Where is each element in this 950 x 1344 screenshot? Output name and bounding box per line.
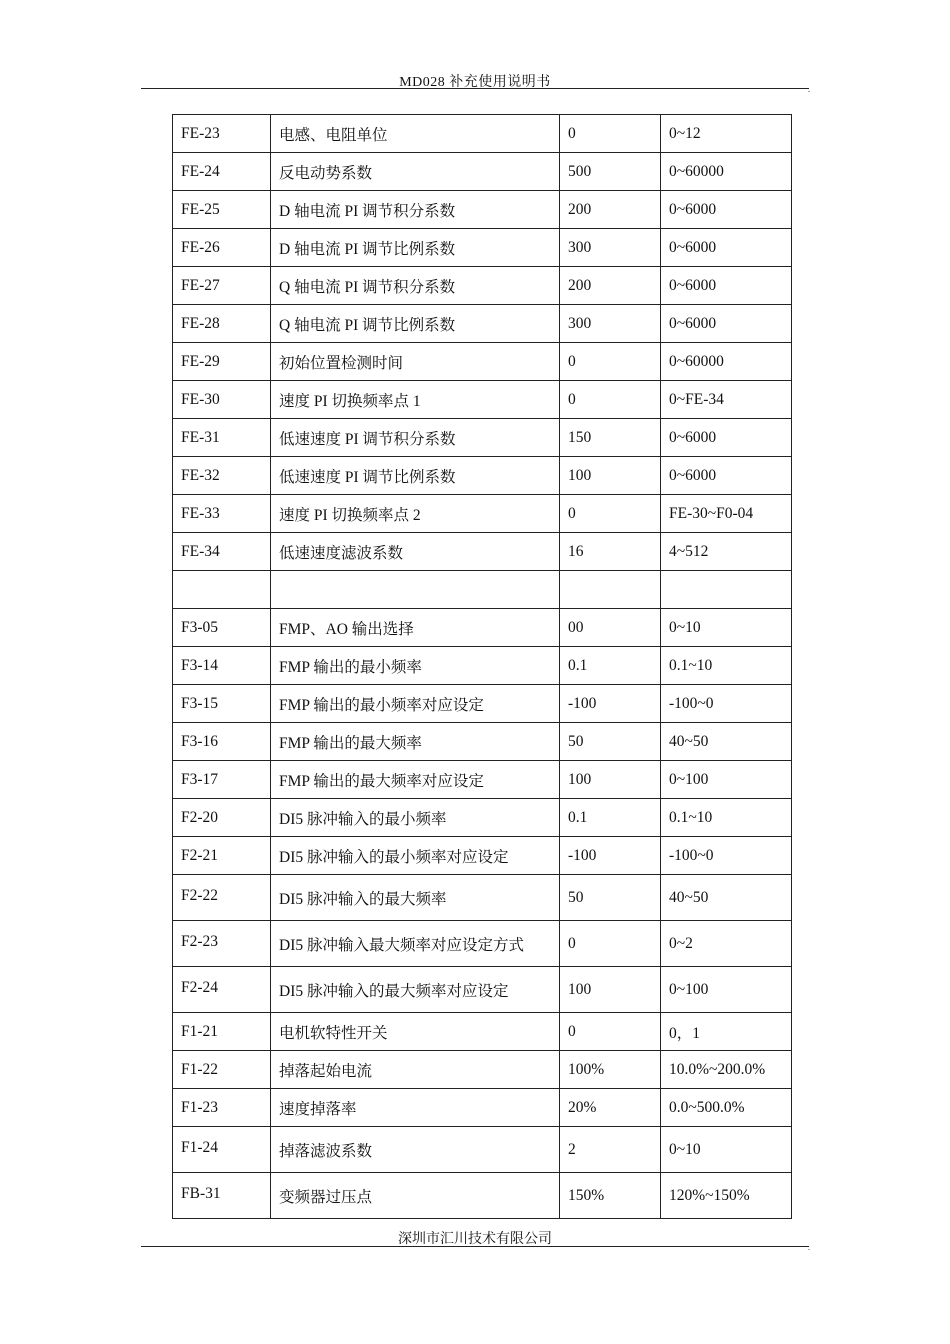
param-range-cell: 0~6000 bbox=[661, 267, 792, 305]
param-range-cell: 0，1 bbox=[661, 1013, 792, 1051]
param-code-cell: FB-31 bbox=[173, 1173, 271, 1219]
param-range-cell: -100~0 bbox=[661, 685, 792, 723]
footer-rule-mark: . bbox=[808, 1243, 810, 1252]
param-code-cell: F2-22 bbox=[173, 875, 271, 921]
table-row bbox=[173, 647, 792, 685]
table-row bbox=[173, 761, 792, 799]
param-default-cell: 200 bbox=[560, 191, 661, 229]
table-row bbox=[173, 723, 792, 761]
table-row bbox=[173, 685, 792, 723]
param-range-cell: 0~10 bbox=[661, 609, 792, 647]
table-row bbox=[173, 1051, 792, 1089]
table-row bbox=[173, 799, 792, 837]
parameter-table-body bbox=[173, 115, 792, 1219]
param-code-cell: F3-17 bbox=[173, 761, 271, 799]
param-code-cell: FE-25 bbox=[173, 191, 271, 229]
param-default-cell: 0.1 bbox=[560, 799, 661, 837]
param-code-cell: F3-15 bbox=[173, 685, 271, 723]
param-code-cell: F3-05 bbox=[173, 609, 271, 647]
param-default-cell: 0 bbox=[560, 115, 661, 153]
table-row bbox=[173, 1089, 792, 1127]
param-name-cell: 电机软特性开关 bbox=[271, 1013, 560, 1051]
param-code-cell: F1-21 bbox=[173, 1013, 271, 1051]
param-range-cell: 0~6000 bbox=[661, 191, 792, 229]
param-range-cell bbox=[661, 571, 792, 609]
param-range-cell: 0~100 bbox=[661, 967, 792, 1013]
param-default-cell: 0.1 bbox=[560, 647, 661, 685]
parameter-table bbox=[172, 114, 792, 1219]
param-default-cell: 0 bbox=[560, 343, 661, 381]
header-rule-mark: . bbox=[808, 85, 810, 94]
param-name-cell: FMP 输出的最小频率 bbox=[271, 647, 560, 685]
param-code-cell: FE-23 bbox=[173, 115, 271, 153]
page-header-title: MD028 补充使用说明书 bbox=[399, 75, 551, 90]
param-range-cell: 0~FE-34 bbox=[661, 381, 792, 419]
table-row bbox=[173, 1013, 792, 1051]
param-default-cell: 0 bbox=[560, 495, 661, 533]
param-name-cell: 电感、电阻单位 bbox=[271, 115, 560, 153]
param-default-cell: 50 bbox=[560, 723, 661, 761]
param-code-cell: F2-21 bbox=[173, 837, 271, 875]
param-default-cell: -100 bbox=[560, 837, 661, 875]
param-range-cell: 0.1~10 bbox=[661, 647, 792, 685]
param-range-cell: -100~0 bbox=[661, 837, 792, 875]
table-row bbox=[173, 305, 792, 343]
table-row bbox=[173, 153, 792, 191]
param-default-cell: 150 bbox=[560, 419, 661, 457]
param-range-cell: 0.1~10 bbox=[661, 799, 792, 837]
table-row bbox=[173, 419, 792, 457]
param-name-cell: 掉落滤波系数 bbox=[271, 1127, 560, 1173]
param-name-cell: 初始位置检测时间 bbox=[271, 343, 560, 381]
param-range-cell: 4~512 bbox=[661, 533, 792, 571]
param-default-cell: 0 bbox=[560, 921, 661, 967]
param-code-cell: F1-24 bbox=[173, 1127, 271, 1173]
param-name-cell: 低速速度滤波系数 bbox=[271, 533, 560, 571]
param-default-cell: 16 bbox=[560, 533, 661, 571]
param-range-cell: 0~2 bbox=[661, 921, 792, 967]
param-name-cell: DI5 脉冲输入的最小频率对应设定 bbox=[271, 837, 560, 875]
param-name-cell: 低速速度 PI 调节比例系数 bbox=[271, 457, 560, 495]
header-rule bbox=[141, 88, 809, 89]
param-name-cell: 反电动势系数 bbox=[271, 153, 560, 191]
param-range-cell: 0~12 bbox=[661, 115, 792, 153]
table-row bbox=[173, 609, 792, 647]
param-default-cell: 500 bbox=[560, 153, 661, 191]
param-name-cell: 速度 PI 切换频率点 1 bbox=[271, 381, 560, 419]
param-default-cell: 100 bbox=[560, 761, 661, 799]
param-default-cell: 20% bbox=[560, 1089, 661, 1127]
footer-rule bbox=[141, 1246, 809, 1247]
param-name-cell: FMP 输出的最小频率对应设定 bbox=[271, 685, 560, 723]
param-default-cell: -100 bbox=[560, 685, 661, 723]
param-range-cell: 0~100 bbox=[661, 761, 792, 799]
table-row bbox=[173, 381, 792, 419]
param-name-cell: 速度掉落率 bbox=[271, 1089, 560, 1127]
table-row bbox=[173, 921, 792, 967]
param-default-cell: 200 bbox=[560, 267, 661, 305]
param-code-cell: FE-32 bbox=[173, 457, 271, 495]
table-row bbox=[173, 343, 792, 381]
param-code-cell: F2-20 bbox=[173, 799, 271, 837]
param-code-cell: FE-33 bbox=[173, 495, 271, 533]
param-range-cell: 120%~150% bbox=[661, 1173, 792, 1219]
param-name-cell: Q 轴电流 PI 调节积分系数 bbox=[271, 267, 560, 305]
param-default-cell: 50 bbox=[560, 875, 661, 921]
table-row bbox=[173, 875, 792, 921]
param-code-cell: FE-31 bbox=[173, 419, 271, 457]
param-code-cell: FE-29 bbox=[173, 343, 271, 381]
param-default-cell: 0 bbox=[560, 381, 661, 419]
param-name-cell: DI5 脉冲输入的最大频率 bbox=[271, 875, 560, 921]
param-default-cell: 300 bbox=[560, 305, 661, 343]
param-name-cell: DI5 脉冲输入最大频率对应设定方式 bbox=[271, 921, 560, 967]
param-name-cell: FMP 输出的最大频率对应设定 bbox=[271, 761, 560, 799]
param-range-cell: 0~10 bbox=[661, 1127, 792, 1173]
param-name-cell: 掉落起始电流 bbox=[271, 1051, 560, 1089]
param-code-cell: F2-23 bbox=[173, 921, 271, 967]
table-row bbox=[173, 837, 792, 875]
param-name-cell: DI5 脉冲输入的最大频率对应设定 bbox=[271, 967, 560, 1013]
param-default-cell: 100 bbox=[560, 967, 661, 1013]
param-name-cell: FMP、AO 输出选择 bbox=[271, 609, 560, 647]
param-range-cell: 0~60000 bbox=[661, 343, 792, 381]
param-range-cell: 0.0~500.0% bbox=[661, 1089, 792, 1127]
table-row bbox=[173, 967, 792, 1013]
param-default-cell: 00 bbox=[560, 609, 661, 647]
table-row bbox=[173, 229, 792, 267]
param-code-cell: F3-16 bbox=[173, 723, 271, 761]
param-range-cell: 0~6000 bbox=[661, 229, 792, 267]
table-row bbox=[173, 1127, 792, 1173]
param-range-cell: 0~6000 bbox=[661, 305, 792, 343]
param-name-cell: Q 轴电流 PI 调节比例系数 bbox=[271, 305, 560, 343]
table-row bbox=[173, 571, 792, 609]
param-range-cell: 0~6000 bbox=[661, 419, 792, 457]
param-default-cell: 300 bbox=[560, 229, 661, 267]
param-code-cell: FE-30 bbox=[173, 381, 271, 419]
param-name-cell: 变频器过压点 bbox=[271, 1173, 560, 1219]
param-range-cell: 0~6000 bbox=[661, 457, 792, 495]
param-default-cell: 150% bbox=[560, 1173, 661, 1219]
table-row bbox=[173, 533, 792, 571]
table-row bbox=[173, 1173, 792, 1219]
param-range-cell: FE-30~F0-04 bbox=[661, 495, 792, 533]
param-code-cell: F1-23 bbox=[173, 1089, 271, 1127]
param-default-cell: 100 bbox=[560, 457, 661, 495]
param-name-cell: FMP 输出的最大频率 bbox=[271, 723, 560, 761]
param-code-cell: F3-14 bbox=[173, 647, 271, 685]
param-code-cell: F2-24 bbox=[173, 967, 271, 1013]
param-name-cell: 速度 PI 切换频率点 2 bbox=[271, 495, 560, 533]
param-range-cell: 10.0%~200.0% bbox=[661, 1051, 792, 1089]
param-name-cell bbox=[271, 571, 560, 609]
table-row bbox=[173, 267, 792, 305]
param-range-cell: 0~60000 bbox=[661, 153, 792, 191]
param-code-cell: FE-28 bbox=[173, 305, 271, 343]
param-name-cell: D 轴电流 PI 调节比例系数 bbox=[271, 229, 560, 267]
param-code-cell: FE-34 bbox=[173, 533, 271, 571]
param-range-cell: 40~50 bbox=[661, 875, 792, 921]
table-row bbox=[173, 495, 792, 533]
param-code-cell: FE-26 bbox=[173, 229, 271, 267]
param-default-cell: 100% bbox=[560, 1051, 661, 1089]
param-code-cell bbox=[173, 571, 271, 609]
param-default-cell bbox=[560, 571, 661, 609]
param-range-cell: 40~50 bbox=[661, 723, 792, 761]
param-default-cell: 2 bbox=[560, 1127, 661, 1173]
param-code-cell: F1-22 bbox=[173, 1051, 271, 1089]
table-row bbox=[173, 115, 792, 153]
param-default-cell: 0 bbox=[560, 1013, 661, 1051]
table-row bbox=[173, 191, 792, 229]
param-code-cell: FE-24 bbox=[173, 153, 271, 191]
param-name-cell: D 轴电流 PI 调节积分系数 bbox=[271, 191, 560, 229]
table-row bbox=[173, 457, 792, 495]
page-footer-company: 深圳市汇川技术有限公司 bbox=[398, 1232, 552, 1247]
param-name-cell: 低速速度 PI 调节积分系数 bbox=[271, 419, 560, 457]
param-code-cell: FE-27 bbox=[173, 267, 271, 305]
param-name-cell: DI5 脉冲输入的最小频率 bbox=[271, 799, 560, 837]
